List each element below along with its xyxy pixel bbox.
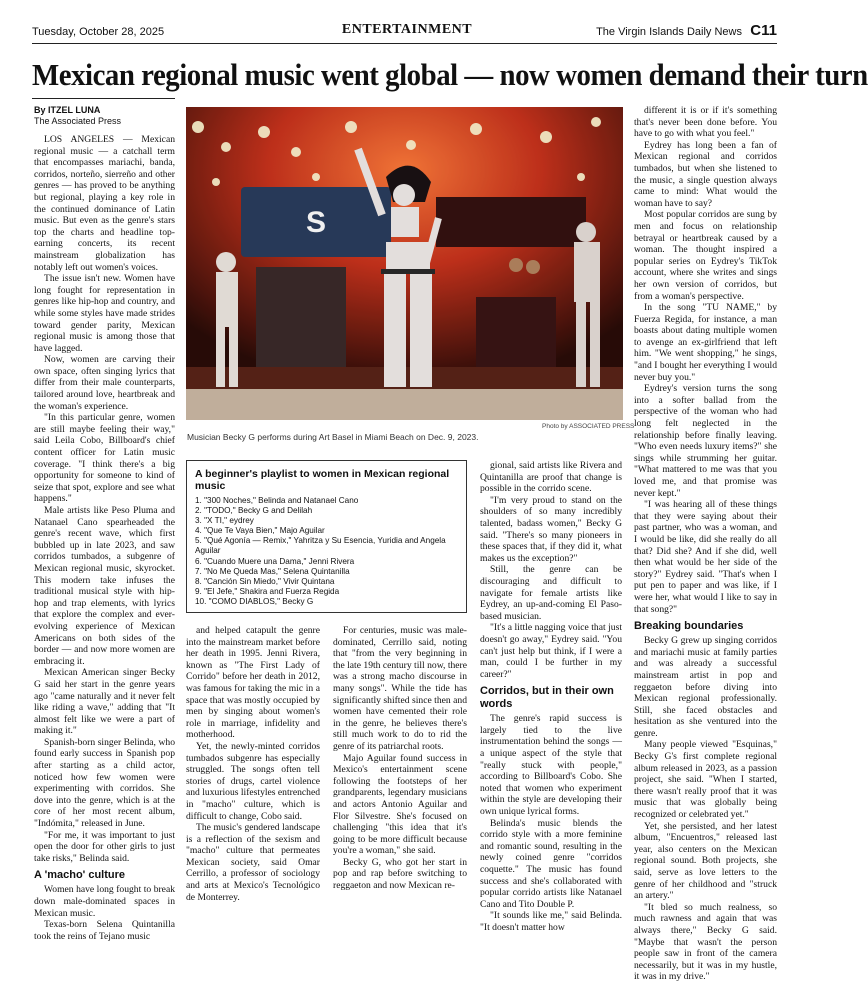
article-paragraph: Becky G grew up singing corridos and mariachi music at family parties and was already a successful mainstream artist in pop and reggaeton before diving into Mexican regional professionally. Still, she faced obstacles and hesitation as she ventured into the genre. — [634, 635, 777, 739]
article-paragraph: LOS ANGELES — Mexican regional music — a catchall term that encompasses mariachi, banda, corridos, norteño, sierreño and other genres — has proved to be anything but regional, playing a key role in the continued dominance of Latin music. But even as the genre's stars top the charts and headline top-earning concerts, its recent mainstream globalization has notably left out women's voices. — [34, 134, 175, 273]
issue-date: Tuesday, October 28, 2025 — [32, 26, 165, 38]
article-paragraph: "It's a little nagging voice that just doesn't go away," Eydrey said. "You can't just help but think, if I were a man, could I be further in my career?" — [480, 622, 622, 680]
article-paragraph: For centuries, music was male-dominated, Cerrillo said, noting that "from the very beginning in the late 19th century till now, there was a strong macho discourse in many songs". While the tide has significantly shifted since then and women have cemented their role in the genre, he believes there's still much work to do to rid the genre of its patriarchal roots. — [333, 625, 467, 752]
subhead-macho-culture: A 'macho' culture — [34, 869, 126, 882]
playlist-item: 7. "No Me Queda Mas," Selena Quintanilla — [195, 566, 350, 576]
article-paragraph: Mexican American singer Becky G said her start in the genre years ago "came naturally and it never felt like riding a wave," adding that "It almost felt like we were a part of making it." — [34, 667, 175, 737]
photo-credit: Photo by ASSOCIATED PRESS — [542, 423, 635, 430]
article-paragraph: Most popular corridos are sung by men and focus on relationship betrayal or heartbreak caused by a woman. The thought inspired a popular series on Eydrey's TikTok account, where she writes and sings her own version of corridos, but from a woman's perspective. — [634, 209, 777, 302]
playlist-item: 8. "Canción Sin Miedo," Vivir Quintana — [195, 576, 335, 586]
article-paragraph: Eydrey's version turns the song into a softer ballad from the perspective of the woman who had long felt neglected in the relationship before finally leaving. "Who even needs luxury items?" she sings while strumming her guitar. "What mattered to me was that you loved me, and that promise was never kept." — [634, 383, 777, 499]
concert-photo — [186, 107, 623, 420]
article-paragraph: "In this particular genre, women are still maybe feeling their way," said Leila Cobo, Billboard's chief content officer for Latin music coverage. "I think there's a big opportunity for someone to kind of seize that spot, explore and see what happens." — [34, 412, 175, 505]
article-paragraph: The issue isn't new. Women have long fought for representation in genres like hip-hop and country, and while some styles have made strides toward gender parity, Mexican regional music is among those that have lagged. — [34, 273, 175, 354]
playlist-box — [186, 460, 467, 613]
article-paragraph: The genre's rapid success is largely tied to the live instrumentation behind the songs — a unique aspect of the style that "really stuck with people," according to Billboard's Cobo. She noted that women who experiment within the style are developing their own unique lyrical forms. — [480, 713, 622, 818]
playlist-item: 1. "300 Noches," Belinda and Natanael Cano — [195, 496, 359, 505]
playlist-item: 5. "Qué Agonía — Remix," Yahritza y Su Esencia, Yuridia and Angela Aguilar — [195, 536, 446, 556]
article-paragraph: gional, said artists like Rivera and Quintanilla are proof that change is possible in the corrido scene. — [480, 460, 622, 495]
stage-performance-image — [186, 107, 623, 420]
article-paragraph: "I'm very proud to stand on the shoulders of so many incredibly talented, badass women," Becky G said. "There's so many pioneers in these spaces that, if they did it, what makes us the exception?" — [480, 494, 622, 564]
byline-org: The Associated Press — [34, 116, 122, 126]
playlist-item: 9. "El Jefe," Shakira and Fuerza Regida — [195, 586, 340, 596]
byline-name: By ITZEL LUNA — [34, 105, 101, 115]
playlist-title: A beginner's playlist to women in Mexican regional music — [195, 468, 450, 492]
article-column-4 — [480, 460, 622, 934]
playlist-item: 4. "Que Te Vaya Bien," Majo Aguilar — [195, 526, 325, 536]
playlist-list — [195, 496, 458, 607]
article-column-2 — [186, 625, 320, 903]
article-paragraph: "It sounds like me," said Belinda. "It doesn't matter how — [480, 910, 622, 933]
article-paragraph: The music's gendered landscape is a reflection of the sexism and "macho" culture that permeates Mexican society, said Omar Cerrillo, a professor of sociology and arts at Mexico's Tecnológico de Monterrey. — [186, 822, 320, 903]
article-paragraph: Yet, the newly-minted corridos tumbados subgenre has especially struggled. The songs often tell stories of drugs, cartel violence and luxurious lifestyles entrenched in "macho" culture, which is difficult to change, Cobo said. — [186, 740, 321, 822]
article-paragraph: Women have long fought to break down male-dominated spaces in Mexican music. — [34, 884, 175, 919]
article-paragraph: Majo Aguilar found success in Mexico's entertainment scene following the footsteps of her grandparents, legendary musicians and actors Antonio Aguilar and Flor Silvestre. She's focused on challenging "this idea that it's going to be more difficult because you're a woman," she said. — [333, 752, 467, 857]
subhead-breaking-boundaries: Breaking boundaries — [634, 620, 744, 633]
section-name: ENTERTAINMENT — [341, 22, 473, 37]
article-paragraph: different it is or if it's something that's never been done before. You have to go with what you feel." — [634, 105, 777, 140]
article-paragraph: Still, the genre can be discouraging and difficult to navigate for female artists like Eydrey, an up-and-coming El Paso-based musician. — [480, 564, 622, 622]
article-paragraph: and helped catapult the genre into the mainstream market before her death in 1995. Jenni Rivera, known as "The First Lady of Corrido" before her death in 2012, was famous for taking the mic in a space that was mostly occupied by men by singing about women's role in marriage, infidelity and motherhood. — [186, 625, 320, 741]
article-paragraph: Belinda's music blends the corrido style with a more feminine and romantic sound, resulting in the newly coined genre "corridos coquette." The music has found success and she's collaborated with popular corrido artists like Natanael Cano and Tito Double P. — [480, 817, 622, 910]
playlist-item: 3. "X TI," eydrey — [195, 516, 254, 526]
header-rule — [32, 43, 777, 44]
article-paragraph: Yet, she persisted, and her latest album, "Encuentros," released last year, also centers on the Mexican regional sound. Both projects, she said, serve as love letters to the genre of her childhood and "struck an artery." — [634, 820, 777, 902]
article-paragraph: Now, women are carving their own space, often singing lyrics that differ from their male counterparts, tailored around love, heartbreak and the woman's experience. — [34, 354, 175, 412]
photo-caption: Musician Becky G performs during Art Basel in Miami Beach on Dec. 9, 2023. — [187, 432, 479, 442]
article-paragraph: "I was hearing all of these things that they were saying about their past partner, who was a woman, and I would be like, did she really do all that? Did she? And if she did, well then what would be her side of the story?" Eydrey said. "That's when I put pen to paper and was like, if I were her, what would I like to say in that song?" — [634, 499, 777, 615]
article-paragraph: Texas-born Selena Quintanilla took the reins of Tejano music — [34, 919, 175, 942]
article-column-3 — [333, 625, 467, 892]
article-paragraph: "It bled so much realness, so much rawness and again that was always there," Becky G said. "Maybe that wasn't the person people saw in front of the camera necessarily, but it was in my hustle, it was in my drive." — [634, 901, 777, 983]
byline-rule — [32, 98, 175, 99]
article-paragraph: Male artists like Peso Pluma and Natanael Cano spearheaded the genre's recent wave, which first bubbled up in late 2023, and saw corridos tumbados, a subgenre of Mexican regional music, skyrocket. This modern take infuses the traditional musical style with hip-hop and trap elements, with lyrics that explore the complex and ever-evolving experience of Mexican Americans on both sides of the border — and now more women are embracing it. — [34, 505, 175, 667]
playlist-item: 6. "Cuando Muere una Dama," Jenni Rivera — [195, 556, 355, 566]
article-paragraph: Many people viewed "Esquinas," Becky G's first complete regional album released in 2023, as a passion project, she said. "When I started, there wasn't really proof that it was music that was globally being recognized or celebrated yet." — [634, 739, 777, 821]
page-folio — [32, 22, 777, 42]
subhead-corridos: Corridos, but in their own words — [480, 685, 614, 711]
playlist-item: 2. "TODO," Becky G and Delilah — [195, 506, 313, 516]
article-paragraph: Eydrey has long been a fan of Mexican regional and corridos tumbados, but when she listened to the music, a single question always came to mind: What would the woman have to say? — [634, 139, 777, 209]
newspaper-name: The Virgin Islands Daily News — [596, 26, 742, 38]
headline: Mexican regional music went global — now women demand their turn — [32, 57, 868, 92]
article-paragraph: Spanish-born singer Belinda, who found early success in Spanish pop after starting as a child actor, noticed how few women were experimenting with corridos. She dove into the genre, which is at the core of her most recent album, "Indómita," released in June. — [34, 736, 175, 830]
backdrop-logo-text: S — [305, 206, 327, 239]
article-paragraph: "For me, it was important to just open the door for other girls to just take risks," Belinda said. — [34, 829, 175, 864]
page-number: C11 — [750, 22, 777, 39]
playlist-item: 10. "COMO DIABLOS," Becky G — [195, 596, 314, 606]
article-paragraph: Becky G, who got her start in pop and rap before switching to reggaeton and now Mexican re- — [333, 856, 467, 892]
article-column-5 — [634, 105, 777, 983]
article-column-1 — [34, 105, 175, 942]
article-paragraph: In the song "TU NAME," by Fuerza Regida, for instance, a man boasts about dating multiple women to avenge an ex-girlfriend that left him. "We went shopping," he sings, "and I bought her everything I would never buy you." — [634, 302, 777, 383]
